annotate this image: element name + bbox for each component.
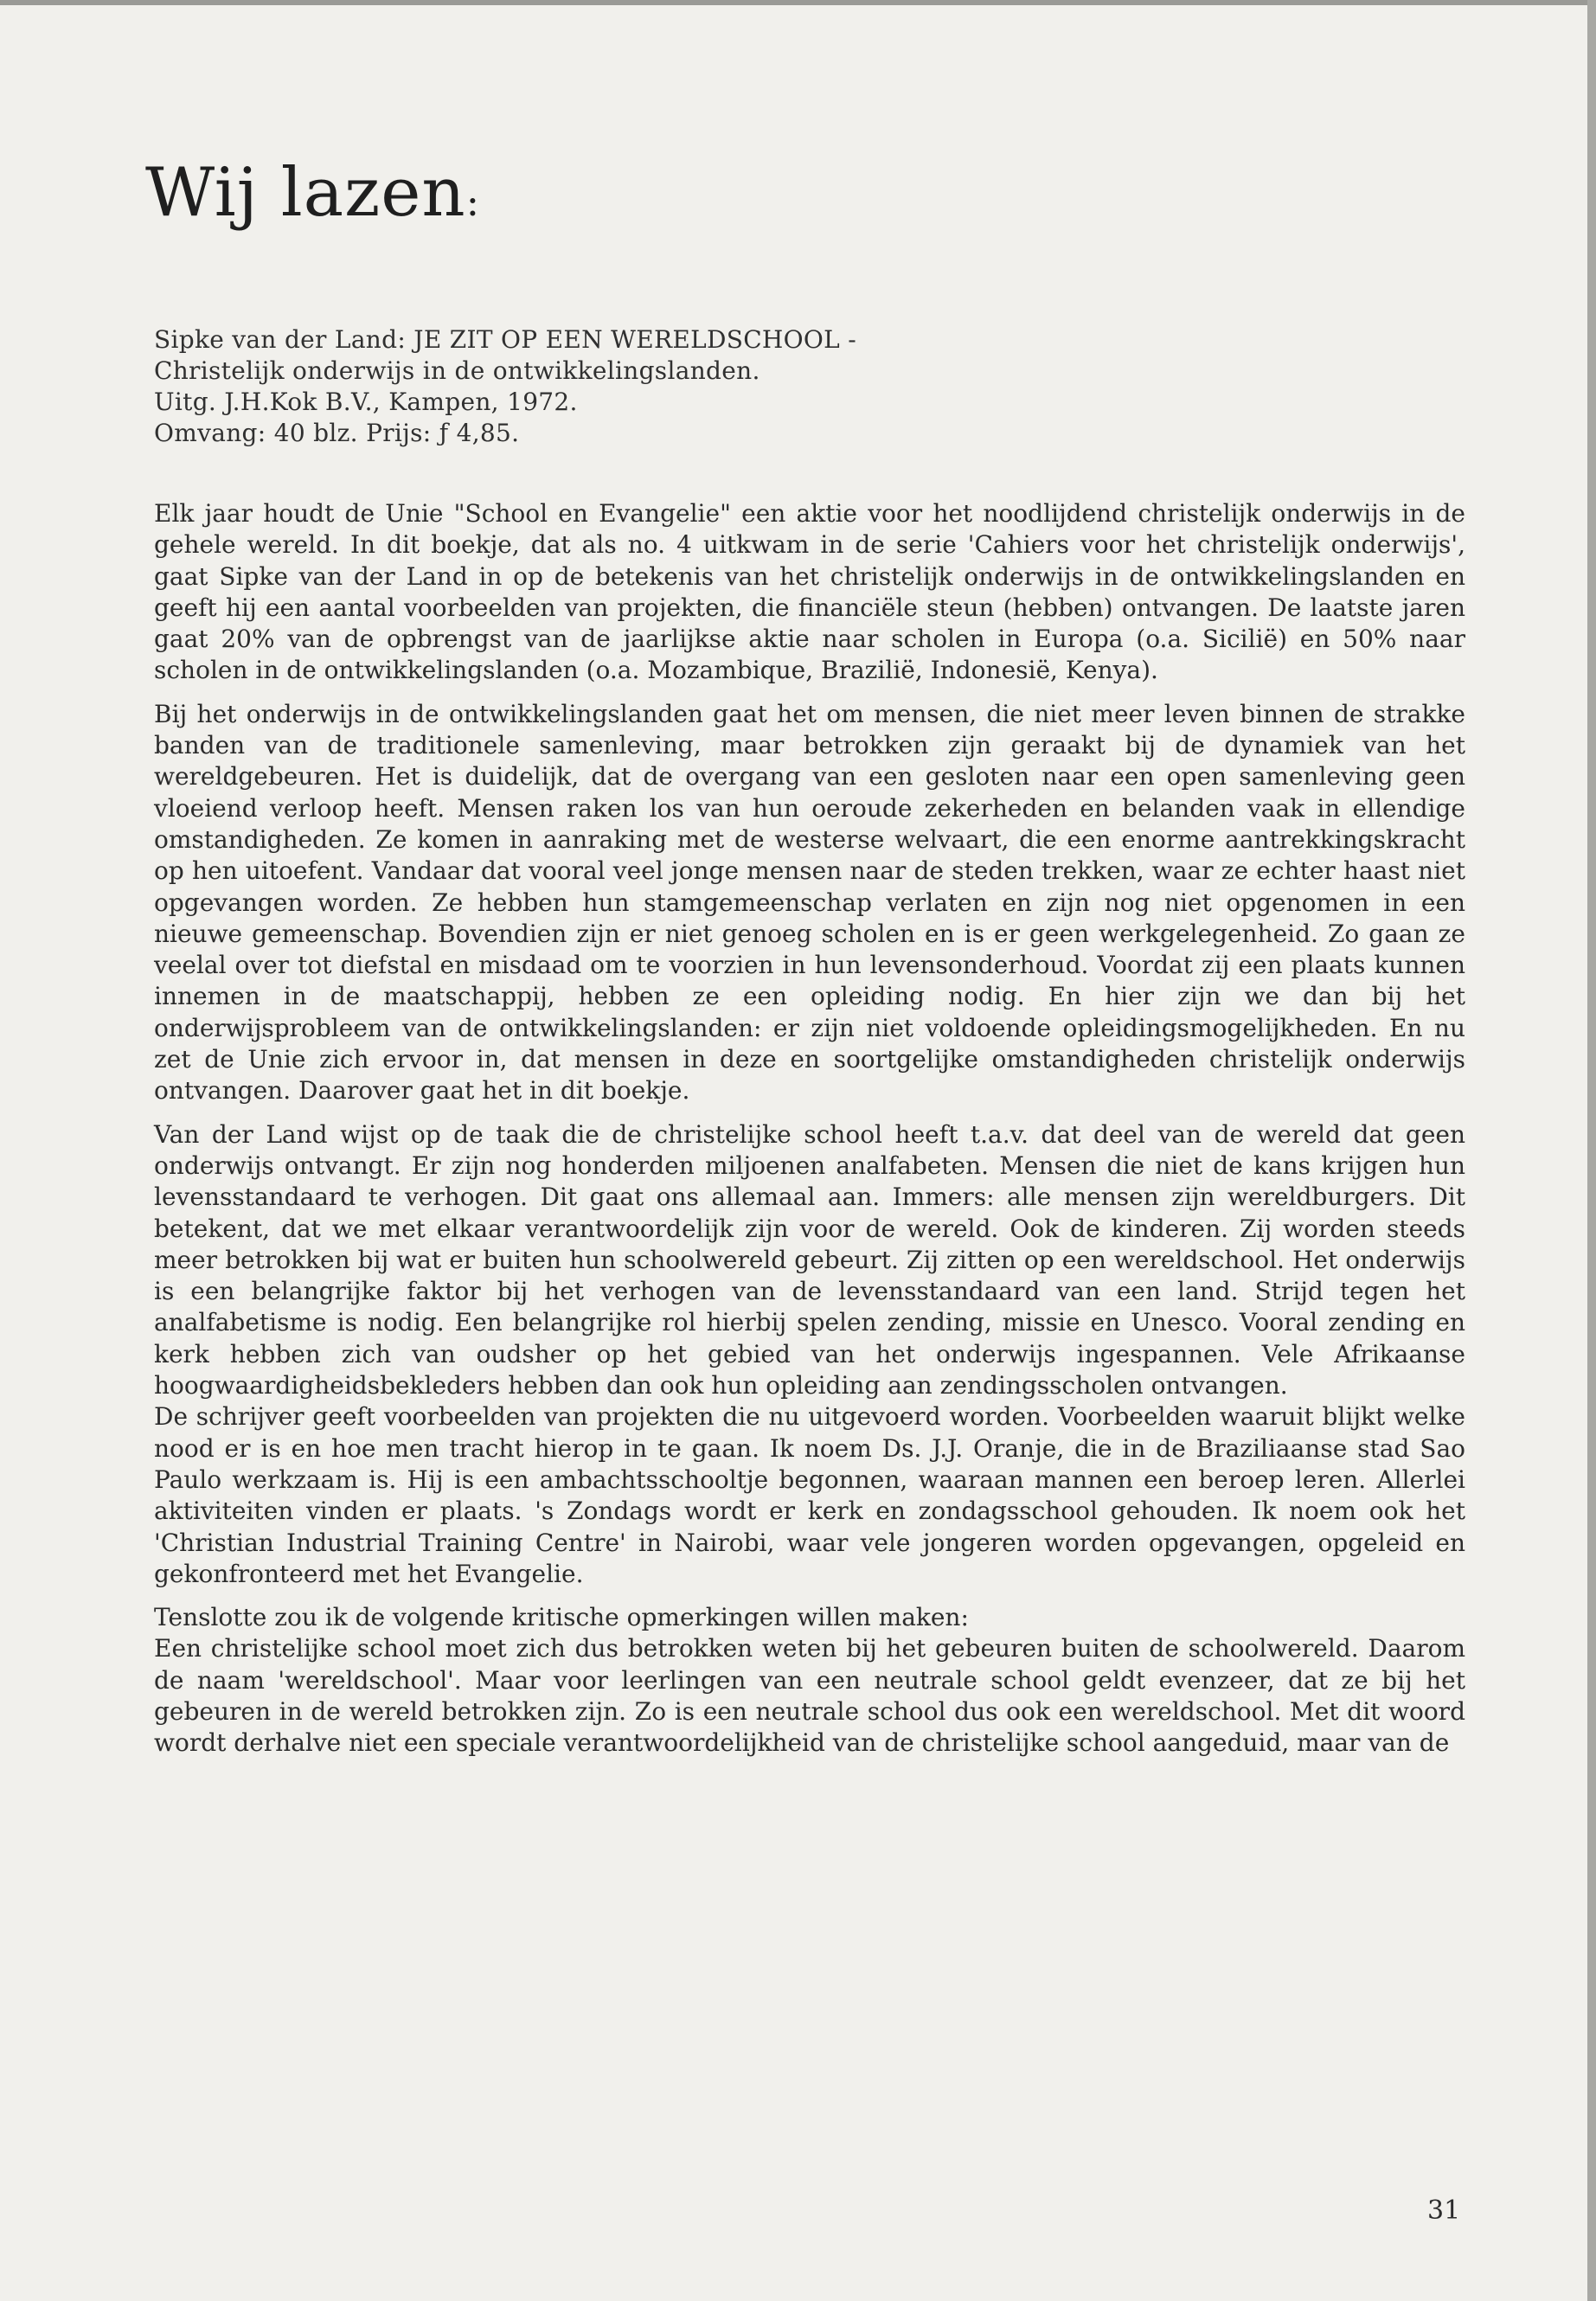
book-citation [154, 324, 1452, 449]
paragraph-3: Van der Land wijst op de taak die de christelijke school heeft t.a.v. dat deel van de wereld dat geen onderwijs ontvangt. Er zijn nog honderden miljoenen analfabeten. Mensen die niet de kans krijgen hun levensstandaard te verhogen. Dit gaat ons allemaal aan. Immers: alle mensen zijn wereldburgers. Dit betekent, dat we met elkaar verantwoordelijk zijn voor de wereld. Ook de kinderen. Zij worden steeds meer betrokken bij wat er buiten hun schoolwereld gebeurt. Zij zitten op een wereldschool. Het onderwijs is een belangrijke faktor bij het verhogen van de levensstandaard van een land. Strijd tegen het analfabetisme is nodig. Een belangrijke rol hierbij spelen zending, missie en Unesco. Vooral zending en kerk hebben zich van oudsher op het gebied van het onderwijs ingespannen. Vele Afrikaanse hoogwaardigheidsbekleders hebben dan ook hun opleiding aan zendingsscholen ontvangen. [154, 1119, 1465, 1400]
page-title [145, 154, 480, 232]
paragraph-2: Bij het onderwijs in de ontwikkelingslanden gaat het om mensen, die niet meer leven binnen de strakke banden van de traditionele samenleving, maar betrokken zijn geraakt bij de dynamiek van het wereldgebeuren. Het is duidelijk, dat de overgang van een gesloten naar een open samenleving geen vloeiend verloop heeft. Mensen raken los van hun oeroude zekerheden en belanden vaak in ellendige omstandigheden. Ze komen in aanraking met de westerse welvaart, die een enorme aantrekkingskracht op hen uitoefent. Vandaar dat vooral veel jonge mensen naar de steden trekken, waar ze echter haast niet opgevangen worden. Ze hebben hun stamgemeenschap verlaten en zijn nog niet opgenomen in een nieuwe gemeenschap. Bovendien zijn er niet genoeg scholen en is er geen werkgelegenheid. Zo gaan ze veelal over tot diefstal en misdaad om te voorzien in hun levensonderhoud. Voordat zij een plaats kunnen innemen in de maatschappij, hebben ze een opleiding nodig. En hier zijn we dan bij het onderwijsprobleem van de ontwikkelingslanden: er zijn niet voldoende opleidingsmogelijkheden. En nu zet de Unie zich ervoor in, dat mensen in deze en soortgelijke omstandigheden christelijk onderwijs ontvangen. Daarover gaat het in dit boekje. [154, 699, 1465, 1106]
paragraph-1: Elk jaar houdt de Unie "School en Evangelie" een aktie voor het noodlijdend christelijk onderwijs in de gehele wereld. In dit boekje, dat als no. 4 uitkwam in de serie 'Cahiers voor het christelijk onderwijs', gaat Sipke van der Land in op de betekenis van het christelijk onderwijs in de ontwikkelingslanden en geeft hij een aantal voorbeelden van projekten, die financiële steun (hebben) ontvangen. De laatste jaren gaat 20% van de opbrengst van de jaarlijkse aktie naar scholen in Europa (o.a. Sicilië) en 50% naar scholen in de ontwikkelingslanden (o.a. Mozambique, Brazilië, Indonesië, Kenya). [154, 499, 1465, 685]
paragraph-5: Tenslotte zou ik de volgende kritische opmerkingen willen maken: [154, 1603, 969, 1632]
review-body [154, 498, 1465, 1772]
citation-size-price: Omvang: 40 blz. Prijs: ƒ 4,85. [154, 419, 520, 447]
page-number: 31 [1427, 2195, 1461, 2226]
citation-publisher: Uitg. J.H.Kok B.V., Kampen, 1972. [154, 388, 578, 416]
citation-author-title: Sipke van der Land: JE ZIT OP EEN WERELDSCHOOL - [154, 325, 857, 354]
paragraph-6: Een christelijke school moet zich dus betrokken weten bij het gebeuren buiten de schoolwereld. Daarom de naam 'wereldschool'. Maar voor leerlingen van een neutrale school geldt evenzeer, dat ze bij het gebeuren in de wereld betrokken zijn. Zo is een neutrale school dus ook een wereldschool. Met dit woord wordt derhalve niet een speciale verantwoordelijkheid van de christelijke school aangeduid, maar van de [154, 1634, 1465, 1758]
paragraph-4: De schrijver geeft voorbeelden van projekten die nu uitgevoerd worden. Voorbeelden waaruit blijkt welke nood er is en hoe men tracht hierop in te gaan. Ik noem Ds. J.J. Oranje, die in de Braziliaanse stad Sao Paulo werkzaam is. Hij is een ambachtsschooltje begonnen, waaraan mannen een beroep leren. Allerlei aktiviteiten vinden er plaats. 's Zondags wordt er kerk en zondagsschool gehouden. Ik noem ook het 'Christian Industrial Training Centre' in Nairobi, waar vele jongeren worden opgevangen, opgeleid en gekonfronteerd met het Evangelie. [154, 1402, 1465, 1588]
title-text: Wij lazen [145, 154, 466, 232]
citation-subtitle: Christelijk onderwijs in de ontwikkelingslanden. [154, 356, 760, 385]
title-colon: : [465, 178, 481, 225]
